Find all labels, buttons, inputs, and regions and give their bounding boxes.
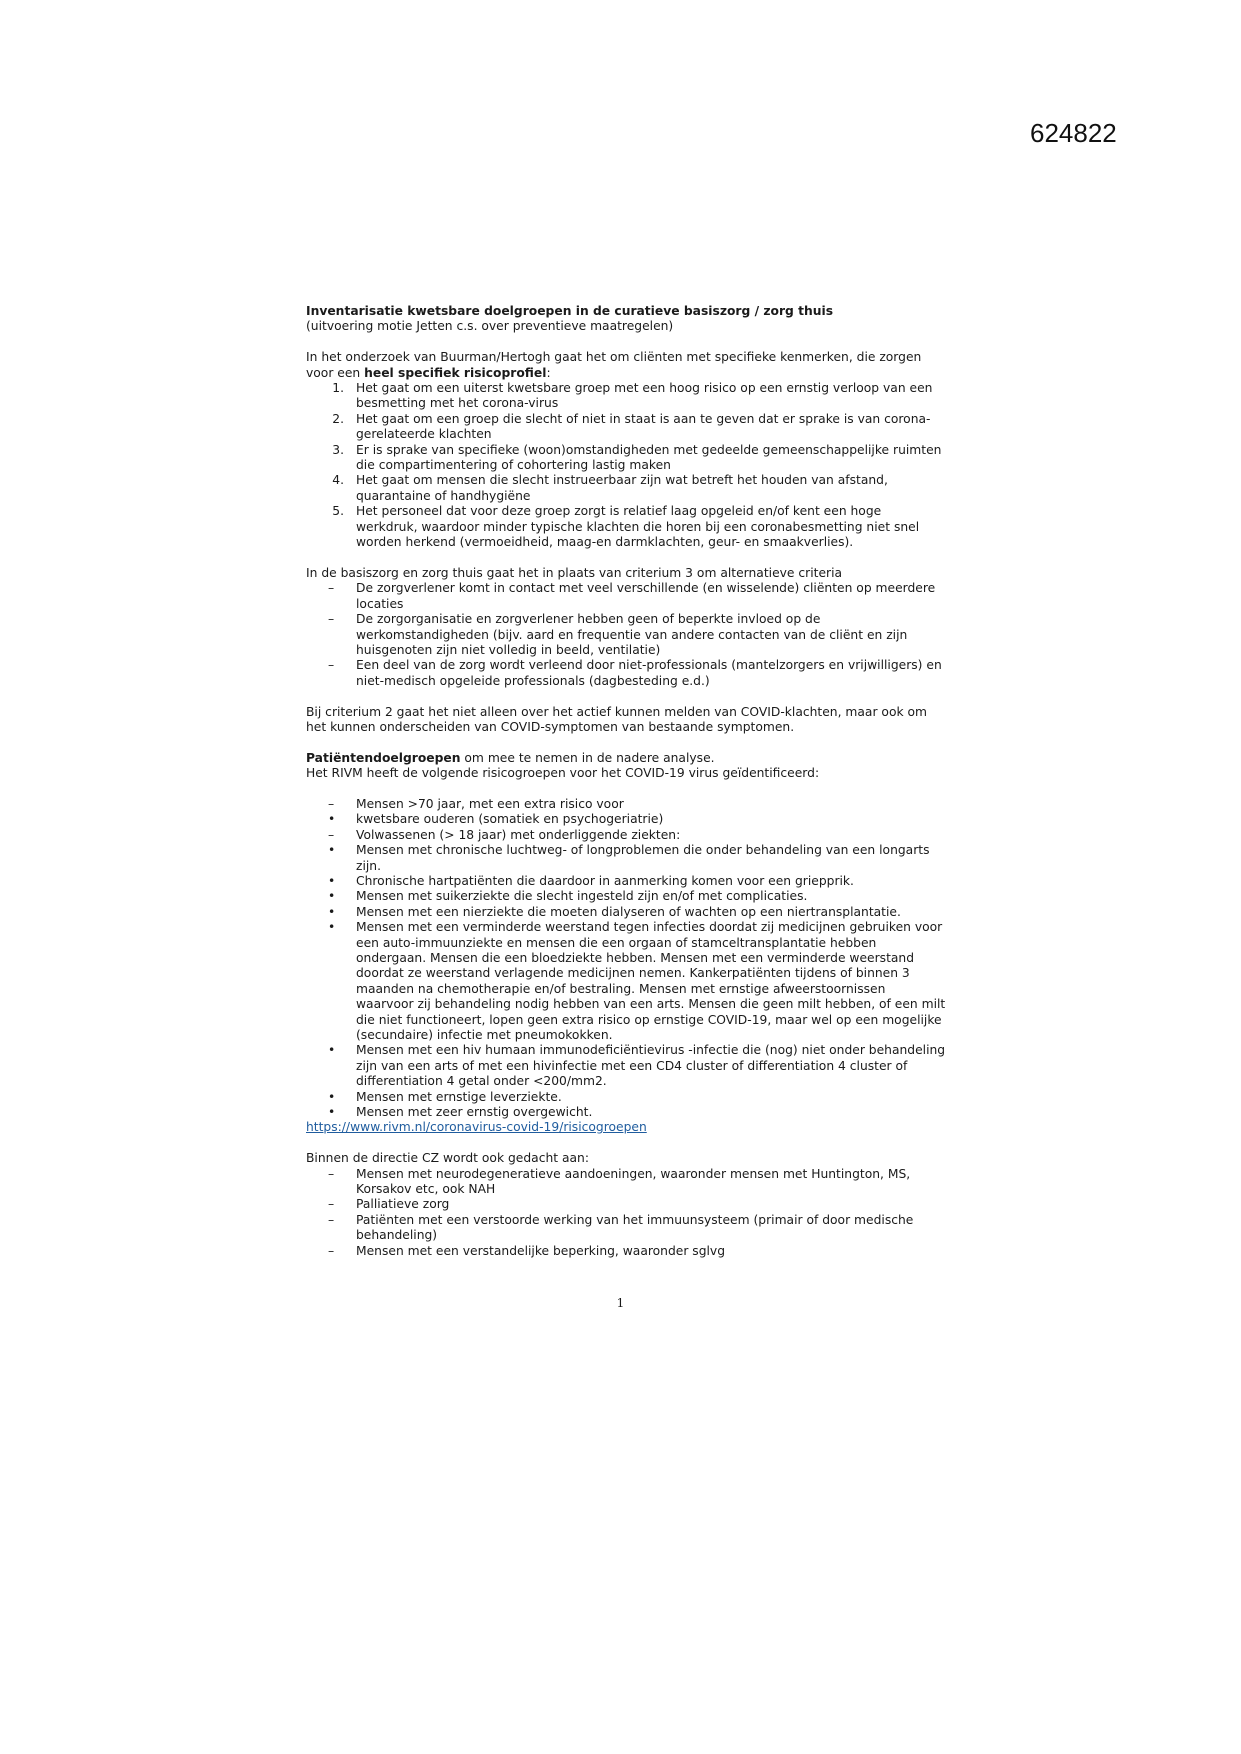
- document-body: [306, 304, 946, 1259]
- list-marker: •: [328, 904, 336, 919]
- list-marker: –: [328, 1197, 335, 1212]
- list-item: [306, 797, 946, 812]
- list-item-text: Chronische hartpatiënten die daardoor in aanmerking komen voor een griepprik.: [356, 873, 854, 888]
- list-item: [306, 1244, 946, 1259]
- list-item-text: Het gaat om een groep die slecht of niet in staat is aan te geven dat er sprake is van corona-gerelateerde klachten: [356, 411, 931, 442]
- list-item: [306, 443, 946, 474]
- list-item: [306, 1043, 946, 1089]
- criterium-2-paragraph: Bij criterium 2 gaat het niet alleen over het actief kunnen melden van COVID-klachten, maar ook om het kunnen onderscheiden van COVID-symptomen van bestaande symptomen.: [306, 704, 927, 734]
- list-marker: –: [328, 581, 335, 596]
- list-marker: •: [328, 1105, 336, 1120]
- document-title: Inventarisatie kwetsbare doelgroepen in de curatieve basiszorg / zorg thuis: [306, 304, 834, 318]
- list-item-text: Mensen >70 jaar, met een extra risico voor: [356, 796, 624, 811]
- list-item-text: kwetsbare ouderen (somatiek en psychogeriatrie): [356, 812, 664, 827]
- list-item: [306, 1090, 946, 1105]
- intro-paragraph: [306, 350, 946, 381]
- list-number: 1.: [332, 381, 344, 396]
- list-item-text: De zorgverlener komt in contact met veel verschillende (en wisselende) cliënten op meerdere locaties: [356, 581, 936, 611]
- list-item-text: Er is sprake van specifieke (woon)omstandigheden met gedeelde gemeenschappelijke ruimten die compartimentering of cohortering lastig maken: [356, 442, 942, 473]
- list-marker: •: [328, 889, 336, 904]
- list-item: [306, 905, 946, 920]
- list-marker: •: [328, 920, 336, 935]
- list-item-text: Mensen met zeer ernstig overgewicht.: [356, 1105, 593, 1120]
- list-item: [306, 920, 946, 1043]
- list-item-text: Een deel van de zorg wordt verleend door niet-professionals (mantelzorgers en vrijwilligers) en niet-medisch opgeleide professionals (dagbesteding e.d.): [356, 658, 942, 688]
- list-marker: •: [328, 812, 336, 827]
- list-item-text: Het gaat om een uiterst kwetsbare groep met een hoog risico op een ernstig verloop van een besmetting met het corona-virus: [356, 381, 933, 411]
- intro-bold: heel specifiek risicoprofiel: [364, 365, 547, 380]
- patient-groups-text: om mee te nemen in de nadere analyse.: [460, 750, 715, 765]
- patient-groups-bold: Patiëntendoelgroepen: [306, 750, 461, 765]
- patient-groups-heading: [306, 751, 946, 766]
- list-marker: •: [328, 843, 336, 858]
- list-item: [306, 1105, 946, 1120]
- cz-intro: Binnen de directie CZ wordt ook gedacht aan:: [306, 1151, 589, 1166]
- list-number: 2.: [332, 411, 344, 426]
- list-marker: –: [328, 658, 335, 673]
- list-item-text: Mensen met chronische luchtweg- of longproblemen die onder behandeling van een longarts zijn.: [356, 843, 930, 873]
- risk-groups-list: [306, 797, 946, 1121]
- list-marker: •: [328, 1089, 336, 1104]
- list-number: 3.: [332, 442, 344, 457]
- page-number: 1: [616, 1296, 625, 1310]
- list-item-text: Palliatieve zorg: [356, 1197, 450, 1212]
- list-marker: •: [328, 1043, 336, 1058]
- list-item: [306, 581, 946, 612]
- list-item-text: Mensen met een nierziekte die moeten dialyseren of wachten op een niertransplantatie.: [356, 904, 901, 919]
- cz-list: [306, 1167, 946, 1259]
- list-item: [306, 828, 946, 843]
- intro-end: :: [546, 365, 551, 380]
- criteria-list: [306, 381, 946, 550]
- list-marker: –: [328, 1243, 335, 1258]
- document-subtitle: (uitvoering motie Jetten c.s. over preventieve maatregelen): [306, 319, 674, 334]
- list-marker: –: [328, 796, 335, 811]
- list-item: [306, 473, 946, 504]
- list-item: [306, 812, 946, 827]
- rivm-risk-groups-link[interactable]: https://www.rivm.nl/coronavirus-covid-19/risicogroepen: [306, 1120, 647, 1135]
- list-item: [306, 1213, 946, 1244]
- list-marker: –: [328, 1212, 335, 1227]
- list-item-text: Het personeel dat voor deze groep zorgt is relatief laag opgeleid en/of kent een hoge werkdruk, waardoor minder typische klachten die horen bij een coronabesmetting niet snel worden herkend (vermoeidheid, maag-en darmklachten, geur- en smaakverlies).: [356, 504, 920, 550]
- list-item: [306, 874, 946, 889]
- rivm-intro: Het RIVM heeft de volgende risicogroepen voor het COVID-19 virus geïdentificeerd:: [306, 766, 820, 781]
- list-marker: •: [328, 873, 336, 888]
- list-item-text: Patiënten met een verstoorde werking van het immuunsysteem (primair of door medische behandeling): [356, 1212, 914, 1243]
- list-marker: –: [328, 1166, 335, 1181]
- list-item: [306, 412, 946, 443]
- list-number: 5.: [332, 504, 344, 519]
- list-item: [306, 381, 946, 412]
- intro-text: In het onderzoek van Buurman/Hertogh gaat het om cliënten met specifieke kenmerken, die zorgen voor een: [306, 350, 922, 380]
- list-item-text: Mensen met een hiv humaan immunodeficiëntievirus -infectie die (nog) niet onder behandeling zijn van een arts of met een hivinfectie met een CD4 cluster of differentiation 4 cluster of differentiation 4 getal onder <200/mm2.: [356, 1043, 946, 1089]
- list-item: [306, 658, 946, 689]
- list-item-text: Mensen met een verminderde weerstand tegen infecties doordat zij medicijnen gebruiken voor een auto-immuunziekte en mensen die een orgaan of stamceltransplantatie hebben ondergaan. Mensen die een bloedziekte hebben. Mensen met een verminderde weerstand doordat ze weerstand verlagende medicijnen nemen. Kankerpatiënten tijdens of binnen 3 maanden na chemotherapie en/of bestraling. Mensen met ernstige afweerstoornissen waarvoor zij behandeling nodig hebben van een arts. Mensen die geen milt hebben, of een milt die niet functioneert, lopen geen extra risico op ernstige COVID-19, maar wel op een mogelijke (secundaire) infectie met pneumokokken.: [356, 920, 946, 1043]
- list-item-text: De zorgorganisatie en zorgverlener hebben geen of beperkte invloed op de werkomstandigheden (bijv. aard en frequentie van andere contacten van de cliënt en zijn huisgenoten zijn niet volledig in beeld, ventilatie): [356, 612, 908, 657]
- list-marker: –: [328, 612, 335, 627]
- alternative-criteria-intro: In de basiszorg en zorg thuis gaat het in plaats van criterium 3 om alternatieve criteria: [306, 565, 843, 580]
- list-item-text: Mensen met suikerziekte die slecht ingesteld zijn en/of met complicaties.: [356, 889, 808, 904]
- list-item: [306, 1167, 946, 1198]
- list-marker: –: [328, 827, 335, 842]
- alternative-criteria-list: [306, 581, 946, 689]
- list-item-text: Volwassenen (> 18 jaar) met onderliggende ziekten:: [356, 827, 681, 842]
- list-item-text: Mensen met een verstandelijke beperking, waaronder sglvg: [356, 1243, 726, 1258]
- list-number: 4.: [332, 473, 344, 488]
- list-item: [306, 889, 946, 904]
- list-item-text: Mensen met neurodegeneratieve aandoeningen, waaronder mensen met Huntington, MS, Korsakov etc, ook NAH: [356, 1166, 911, 1197]
- list-item: [306, 1197, 946, 1212]
- list-item-text: Mensen met ernstige leverziekte.: [356, 1089, 562, 1104]
- list-item: [306, 843, 946, 874]
- document-id: 624822: [1030, 118, 1117, 148]
- list-item-text: Het gaat om mensen die slecht instrueerbaar zijn wat betreft het houden van afstand, quarantaine of handhygiëne: [356, 473, 888, 503]
- list-item: [306, 612, 946, 658]
- list-item: [306, 504, 946, 550]
